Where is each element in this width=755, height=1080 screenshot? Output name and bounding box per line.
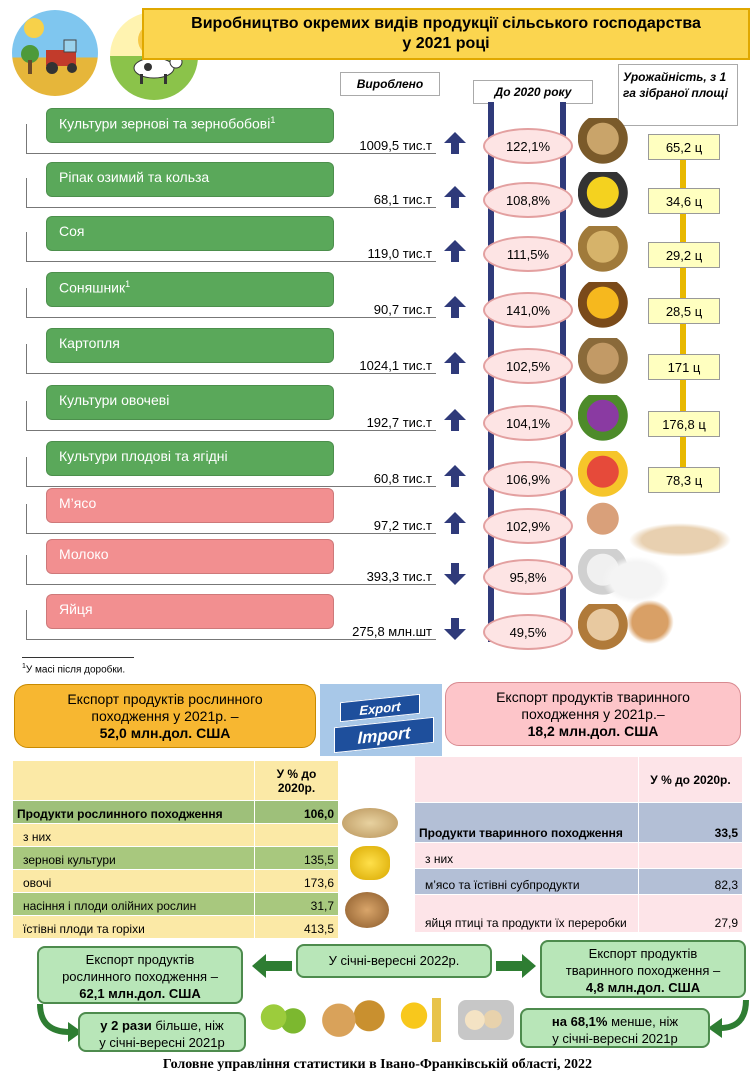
animal-table-header: У % до 2020р.	[639, 757, 743, 803]
table-row	[415, 895, 743, 933]
percent-ellipse: 102,5%	[483, 348, 573, 384]
table-cell-value: 82,3	[639, 869, 743, 895]
table-row	[415, 869, 743, 895]
eggs-image	[458, 1000, 514, 1040]
product-image	[578, 395, 640, 441]
table-cell-value: 33,5	[639, 803, 743, 843]
product-label-4	[46, 328, 334, 363]
period-box: У січні-вересні 2022р.	[296, 944, 492, 978]
grain-bowls-image	[316, 996, 392, 1040]
product-name: Яйця	[59, 601, 93, 617]
product-label-8	[46, 539, 334, 574]
percent-ellipse: 104,1%	[483, 405, 573, 441]
table-cell-value: 413,5	[255, 916, 339, 939]
harvest-logo	[12, 10, 98, 96]
product-name: Соя	[59, 223, 85, 239]
export-import-sign	[320, 684, 442, 756]
product-value: 68,1 тис.т	[373, 192, 432, 207]
arrow-down-icon	[444, 618, 466, 640]
percent-ellipse: 106,9%	[483, 461, 573, 497]
product-name: Ріпак озимий та кольза	[59, 169, 210, 185]
sunflower-oil-image	[396, 998, 456, 1042]
product-value: 192,7 тис.т	[366, 415, 432, 430]
apples-image	[254, 1000, 310, 1038]
table-cell-value: 173,6	[255, 870, 339, 893]
yield-value: 176,8 ц	[648, 411, 720, 437]
table-row	[13, 893, 339, 916]
walnuts-image	[345, 892, 389, 928]
table-cell-label: Продукти рослинного походження	[13, 801, 255, 824]
product-name: М’ясо	[59, 495, 97, 511]
curved-arrow-right-icon	[708, 1000, 754, 1040]
table-row	[415, 843, 743, 869]
product-label-0	[46, 108, 334, 143]
egg-basket-image	[622, 596, 678, 648]
animal-comparison-rest: менше, ніж	[607, 1014, 679, 1029]
arrow-up-icon	[444, 512, 466, 534]
animal-2022-line1: Експорт продуктів	[588, 946, 698, 961]
animal-comparison-line2: у січні-вересні 2021р	[552, 1031, 678, 1046]
product-name: Молоко	[59, 546, 109, 562]
export-animal-line2: походження у 2021р.–	[521, 706, 665, 722]
plant-2022-line1: Експорт продуктів	[85, 952, 195, 967]
page-title	[142, 8, 750, 60]
arrow-up-icon	[444, 240, 466, 262]
arrow-up-icon	[444, 132, 466, 154]
table-cell-value: 27,9	[639, 895, 743, 933]
curved-arrow-left-icon	[34, 1004, 84, 1042]
product-value: 275,8 млн.шт	[352, 624, 432, 639]
plant-table-header: У % до 2020р.	[255, 761, 339, 801]
table-row	[13, 847, 339, 870]
arrow-left-icon	[252, 954, 292, 978]
arrow-right-icon	[496, 954, 536, 978]
product-name: Культури плодові та ягідні	[59, 448, 228, 464]
product-footnote-marker: 1	[125, 279, 131, 289]
table-cell-value: 31,7	[255, 893, 339, 916]
percent-ellipse: 141,0%	[483, 292, 573, 328]
yield-value: 78,3 ц	[648, 467, 720, 493]
product-value: 97,2 тис.т	[373, 518, 432, 533]
table-row	[415, 803, 743, 843]
product-name: Соняшник	[59, 279, 126, 296]
table-cell-value	[255, 824, 339, 847]
product-value: 119,0 тис.т	[367, 246, 432, 261]
footer-source: Головне управління статистики в Івано-Франківській області, 2022	[162, 1057, 593, 1072]
plant-export-table	[12, 760, 339, 939]
import-sign-label: Import	[357, 723, 411, 748]
plant-comparison-line2: у січні-вересні 2021р	[99, 1035, 225, 1050]
title-line-2: у 2021 році	[402, 35, 490, 52]
yield-value: 171 ц	[648, 354, 720, 380]
plant-export-2022-box	[37, 946, 243, 1004]
arrow-down-icon	[444, 563, 466, 585]
footnote-divider	[22, 657, 134, 658]
plant-2022-value: 62,1 млн.дол. США	[79, 986, 201, 1001]
table-row	[13, 870, 339, 893]
footnote-text: У масі після доробки.	[25, 664, 126, 676]
export-plant-line2: походження у 2021р. –	[91, 708, 239, 724]
table-cell-label: з них	[13, 824, 255, 847]
export-sign	[340, 694, 420, 722]
import-sign	[334, 717, 434, 754]
table-cell-value: 135,5	[255, 847, 339, 870]
product-image	[578, 338, 640, 384]
export-plant-box	[14, 684, 316, 748]
combine-harvester-icon	[12, 10, 98, 96]
table-cell-label: зернові культури	[13, 847, 255, 870]
percent-ellipse: 102,9%	[483, 508, 573, 544]
table-cell-label: овочі	[13, 870, 255, 893]
export-plant-value: 52,0 млн.дол. США	[99, 725, 231, 741]
table-cell-value	[639, 843, 743, 869]
export-animal-box	[445, 682, 741, 746]
header-to-2020: До 2020 року	[473, 80, 593, 104]
export-animal-line1: Експорт продуктів тваринного	[496, 689, 690, 705]
product-name: Картопля	[59, 335, 120, 351]
percent-ellipse: 49,5%	[483, 614, 573, 650]
product-footnote-marker: 1	[270, 115, 276, 125]
product-label-6	[46, 441, 334, 476]
arrow-up-icon	[444, 409, 466, 431]
product-image	[578, 226, 640, 272]
table-row	[13, 916, 339, 939]
percent-ellipse: 111,5%	[483, 236, 573, 272]
product-label-9	[46, 594, 334, 629]
plant-comparison-box	[78, 1012, 246, 1052]
grain-sack-image	[342, 808, 398, 838]
footnote	[22, 663, 125, 675]
table-cell-label: насіння і плоди олійних рослин	[13, 893, 255, 916]
product-name: Культури зернові та зернобобові	[59, 115, 271, 132]
export-sign-label: Export	[359, 698, 401, 719]
table-cell-label: м’ясо та їстівні субпродукти	[415, 869, 639, 895]
product-value: 1024,1 тис.т	[359, 358, 432, 373]
arrow-up-icon	[444, 186, 466, 208]
arrow-up-icon	[444, 296, 466, 318]
product-label-5	[46, 385, 334, 420]
product-label-7	[46, 488, 334, 523]
percent-ellipse: 122,1%	[483, 128, 573, 164]
plant-2022-line2: рослинного походження –	[62, 969, 218, 984]
header-produced: Вироблено	[340, 72, 440, 96]
yield-value: 65,2 ц	[648, 134, 720, 160]
yield-value: 29,2 ц	[648, 242, 720, 268]
export-animal-value: 18,2 млн.дол. США	[527, 723, 659, 739]
table-cell-label: з них	[415, 843, 639, 869]
table-cell-label: Продукти тваринного походження	[415, 803, 639, 843]
percent-ellipse: 108,8%	[483, 182, 573, 218]
table-cell-label: яйця птиці та продукти їх переробки	[415, 895, 639, 933]
product-value: 393,3 тис.т	[366, 569, 432, 584]
rapeseed-flower-image	[350, 846, 390, 880]
product-image	[578, 282, 640, 328]
product-label-3	[46, 272, 334, 307]
product-label-2	[46, 216, 334, 251]
arrow-up-icon	[444, 465, 466, 487]
table-cell-value: 106,0	[255, 801, 339, 824]
percent-ellipse: 95,8%	[483, 559, 573, 595]
header-yield: Урожайність, з 1 га зібраної площі	[618, 64, 738, 126]
product-image	[578, 451, 640, 497]
footnote-marker: 1	[22, 663, 26, 670]
product-image	[578, 172, 640, 218]
animal-export-2022-box	[540, 940, 746, 998]
plant-comparison-bold: у 2 рази	[100, 1018, 152, 1033]
table-cell-label: їстівні плоди та горіхи	[13, 916, 255, 939]
yield-value: 34,6 ц	[648, 188, 720, 214]
animal-2022-line2: тваринного походження –	[565, 963, 721, 978]
product-value: 1009,5 тис.т	[359, 138, 432, 153]
animal-comparison-box	[520, 1008, 710, 1048]
product-label-1	[46, 162, 334, 197]
yield-value: 28,5 ц	[648, 298, 720, 324]
table-row	[13, 801, 339, 824]
product-image	[578, 118, 640, 164]
animal-comparison-bold: на 68,1%	[551, 1014, 608, 1029]
table-row	[13, 824, 339, 847]
animal-export-table	[414, 756, 743, 933]
title-line-1: Виробництво окремих видів продукції сільського господарства	[191, 15, 701, 32]
product-value: 60,8 тис.т	[373, 471, 432, 486]
product-value: 90,7 тис.т	[373, 302, 432, 317]
arrow-up-icon	[444, 352, 466, 374]
product-name: Культури овочеві	[59, 392, 170, 408]
plant-comparison-rest: більше, ніж	[151, 1018, 224, 1033]
export-plant-line1: Експорт продуктів рослинного	[67, 691, 263, 707]
animal-2022-value: 4,8 млн.дол. США	[585, 980, 701, 995]
